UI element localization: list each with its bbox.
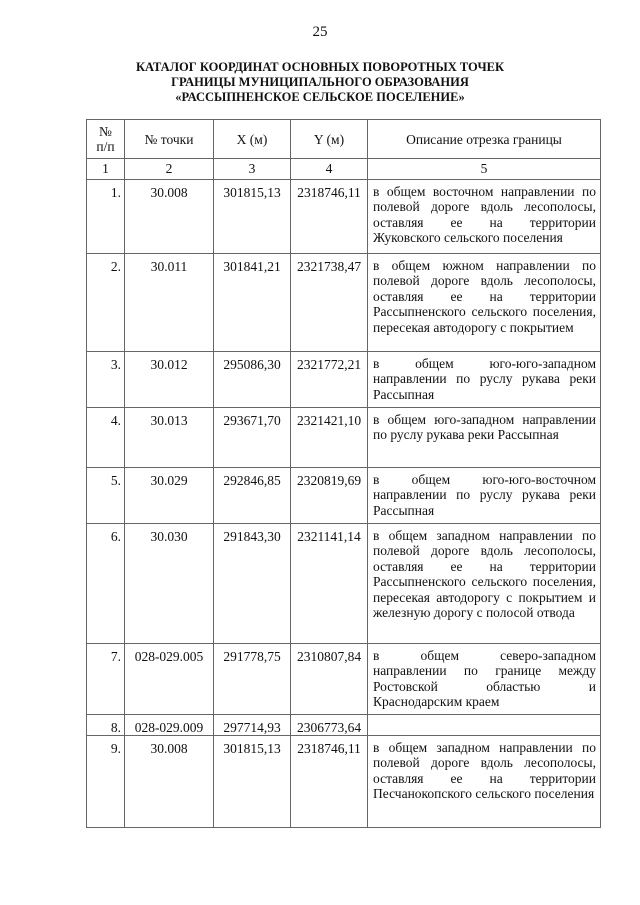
segment-description: в общем юго-юго-западном направлении по руслу рукава реки Рассыпная	[368, 352, 601, 408]
col-number: 1	[87, 159, 125, 180]
row-number: 8.	[87, 714, 125, 735]
header-description: Описание отрезка границы	[368, 120, 601, 159]
x-coordinate: 301815,13	[214, 180, 291, 254]
header-num-line2: п/п	[96, 139, 115, 154]
title-line-2: ГРАНИЦЫ МУНИЦИПАЛЬНОГО ОБРАЗОВАНИЯ	[171, 75, 469, 89]
y-coordinate: 2318746,11	[291, 180, 368, 254]
header-x: X (м)	[214, 120, 291, 159]
table-row	[87, 644, 601, 715]
x-coordinate: 291843,30	[214, 524, 291, 644]
table-row	[87, 254, 601, 352]
table-row	[87, 736, 601, 828]
table-body	[87, 180, 601, 828]
row-number: 9.	[87, 736, 125, 828]
table-header-row	[87, 120, 601, 159]
point-id: 30.012	[125, 352, 214, 408]
y-coordinate: 2321738,47	[291, 254, 368, 352]
page-number: 25	[312, 24, 328, 40]
y-coordinate: 2321772,21	[291, 352, 368, 408]
table-row	[87, 352, 601, 408]
header-y: Y (м)	[291, 120, 368, 159]
x-coordinate: 293671,70	[214, 408, 291, 468]
col-number: 4	[291, 159, 368, 180]
segment-description: в общем северо-западном направлении по границе между Ростовской областью и Краснодарским краем	[368, 644, 601, 715]
point-id: 028-029.005	[125, 644, 214, 715]
segment-description: в общем западном направлении по полевой дороге вдоль лесополосы, оставляя ее на территории Рассыпненского сельского поселения, пересекая автодорогу с покрытием и железную дорогу с полосой отвода	[368, 524, 601, 644]
point-id: 30.008	[125, 736, 214, 828]
coordinates-table	[86, 119, 601, 828]
point-id: 30.029	[125, 468, 214, 524]
y-coordinate: 2306773,64	[291, 714, 368, 735]
point-id: 30.011	[125, 254, 214, 352]
table-row	[87, 468, 601, 524]
y-coordinate: 2310807,84	[291, 644, 368, 715]
table-row	[87, 180, 601, 254]
segment-description	[368, 714, 601, 735]
row-number: 4.	[87, 408, 125, 468]
col-number: 3	[214, 159, 291, 180]
column-number-row	[87, 159, 601, 180]
x-coordinate: 301815,13	[214, 736, 291, 828]
point-id: 30.008	[125, 180, 214, 254]
x-coordinate: 291778,75	[214, 644, 291, 715]
header-point: № точки	[125, 120, 214, 159]
x-coordinate: 295086,30	[214, 352, 291, 408]
y-coordinate: 2321141,14	[291, 524, 368, 644]
row-number: 7.	[87, 644, 125, 715]
row-number: 3.	[87, 352, 125, 408]
row-number: 1.	[87, 180, 125, 254]
title-line-1: КАТАЛОГ КООРДИНАТ ОСНОВНЫХ ПОВОРОТНЫХ ТОЧЕК	[135, 60, 505, 74]
header-num	[87, 120, 125, 159]
point-id: 30.013	[125, 408, 214, 468]
point-id: 028-029.009	[125, 714, 214, 735]
segment-description: в общем южном направлении по полевой дороге вдоль лесополосы, оставляя ее на территории Рассыпненского сельского поселения, пересекая автодорогу с покрытием	[368, 254, 601, 352]
document-title	[0, 60, 640, 105]
y-coordinate: 2318746,11	[291, 736, 368, 828]
table-row	[87, 714, 601, 735]
segment-description: в общем восточном направлении по полевой дороге вдоль лесополосы, оставляя ее на территории Жуковского сельского поселения	[368, 180, 601, 254]
title-line-3: «РАССЫПНЕНСКОЕ СЕЛЬСКОЕ ПОСЕЛЕНИЕ»	[175, 90, 465, 104]
point-id: 30.030	[125, 524, 214, 644]
table-row	[87, 524, 601, 644]
y-coordinate: 2321421,10	[291, 408, 368, 468]
x-coordinate: 297714,93	[214, 714, 291, 735]
row-number: 5.	[87, 468, 125, 524]
header-num-line1: №	[99, 124, 112, 139]
col-number: 2	[125, 159, 214, 180]
table-row	[87, 408, 601, 468]
x-coordinate: 292846,85	[214, 468, 291, 524]
segment-description: в общем юго-западном направлении по руслу рукава реки Рассыпная	[368, 408, 601, 468]
x-coordinate: 301841,21	[214, 254, 291, 352]
row-number: 2.	[87, 254, 125, 352]
segment-description: в общем юго-юго-восточном направлении по руслу рукава реки Рассыпная	[368, 468, 601, 524]
col-number: 5	[368, 159, 601, 180]
y-coordinate: 2320819,69	[291, 468, 368, 524]
row-number: 6.	[87, 524, 125, 644]
segment-description: в общем западном направлении по полевой дороге вдоль лесополосы, оставляя ее на территории Песчанокопского сельского поселения	[368, 736, 601, 828]
